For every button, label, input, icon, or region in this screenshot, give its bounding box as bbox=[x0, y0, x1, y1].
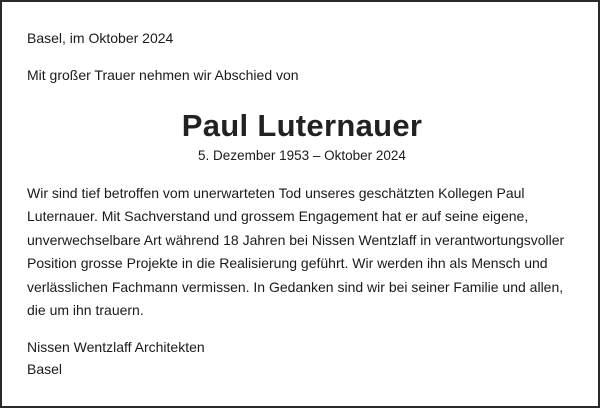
signature-block bbox=[27, 336, 205, 380]
condolence-line: Wir sind tief betroffen vom unerwarteten Tod unseres geschätzten Kollegen Paul bbox=[27, 185, 525, 201]
life-dates: 5. Dezember 1953 – Oktober 2024 bbox=[198, 148, 406, 163]
place-date: Basel, im Oktober 2024 bbox=[27, 30, 174, 46]
deceased-name: Paul Luternauer bbox=[181, 108, 423, 143]
condolence-line: Position grosse Projekte in die Realisierung geführt. Wir werden ihn als Mensch und bbox=[27, 255, 548, 272]
condolence-text bbox=[27, 182, 583, 322]
condolence-line: die um ihn trauern. bbox=[27, 302, 144, 319]
condolence-line: verlässlichen Fachmann vermissen. In Gedanken sind wir bei seiner Familie und allen, bbox=[27, 278, 564, 295]
condolence-line: unverwechselbare Art während 18 Jahren bei Nissen Wentzlaff in verantwortungsvoller bbox=[27, 231, 565, 248]
signature-company: Nissen Wentzlaff Architekten bbox=[27, 339, 205, 355]
intro-text: Mit großer Trauer nehmen wir Abschied von bbox=[27, 67, 299, 83]
condolence-line: Luternauer. Mit Sachverstand und grossem Engagement hat er auf seine eigene, bbox=[27, 208, 529, 225]
signature-city: Basel bbox=[27, 361, 63, 377]
